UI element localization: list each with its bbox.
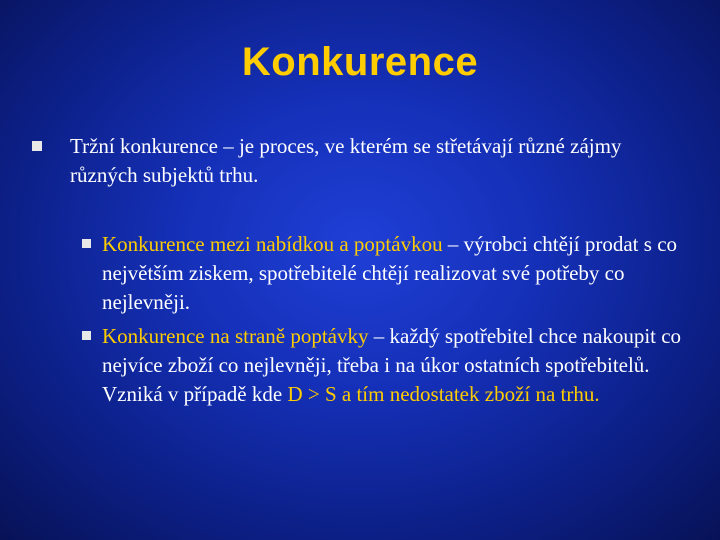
highlight-term: Konkurence na straně poptávky — [102, 324, 369, 348]
square-bullet-icon — [82, 239, 91, 248]
highlight-condition: D > S a tím nedostatek zboží na trhu. — [287, 382, 600, 406]
slide-title: Konkurence — [241, 40, 479, 84]
highlight-term: Konkurence mezi nabídkou a poptávkou — [102, 232, 443, 256]
sub-bullet-body: – výrobci chtějí prodat s co největším ziskem, spotřebitelé chtějí realizovat své potřeby co nejlevněji. — [102, 232, 678, 314]
sub-bullet-item-1 — [82, 230, 682, 317]
sub-bullet-text-2 — [102, 322, 682, 409]
square-bullet-icon — [82, 331, 91, 340]
square-bullet-icon — [32, 141, 42, 151]
bullet-item-1 — [32, 132, 672, 190]
sub-bullet-text-1 — [102, 230, 682, 317]
sub-bullet-item-2 — [82, 322, 682, 409]
sub-bullet-body: – každý spotřebitel chce nakoupit co nejvíce zboží co nejlevněji, třeba i na úkor ostatních spotřebitelů. Vzniká v případě kde — [102, 324, 682, 406]
bullet-text-1: Tržní konkurence – je proces, ve kterém se střetávají různé zájmy různých subjektů trhu. — [70, 134, 622, 187]
